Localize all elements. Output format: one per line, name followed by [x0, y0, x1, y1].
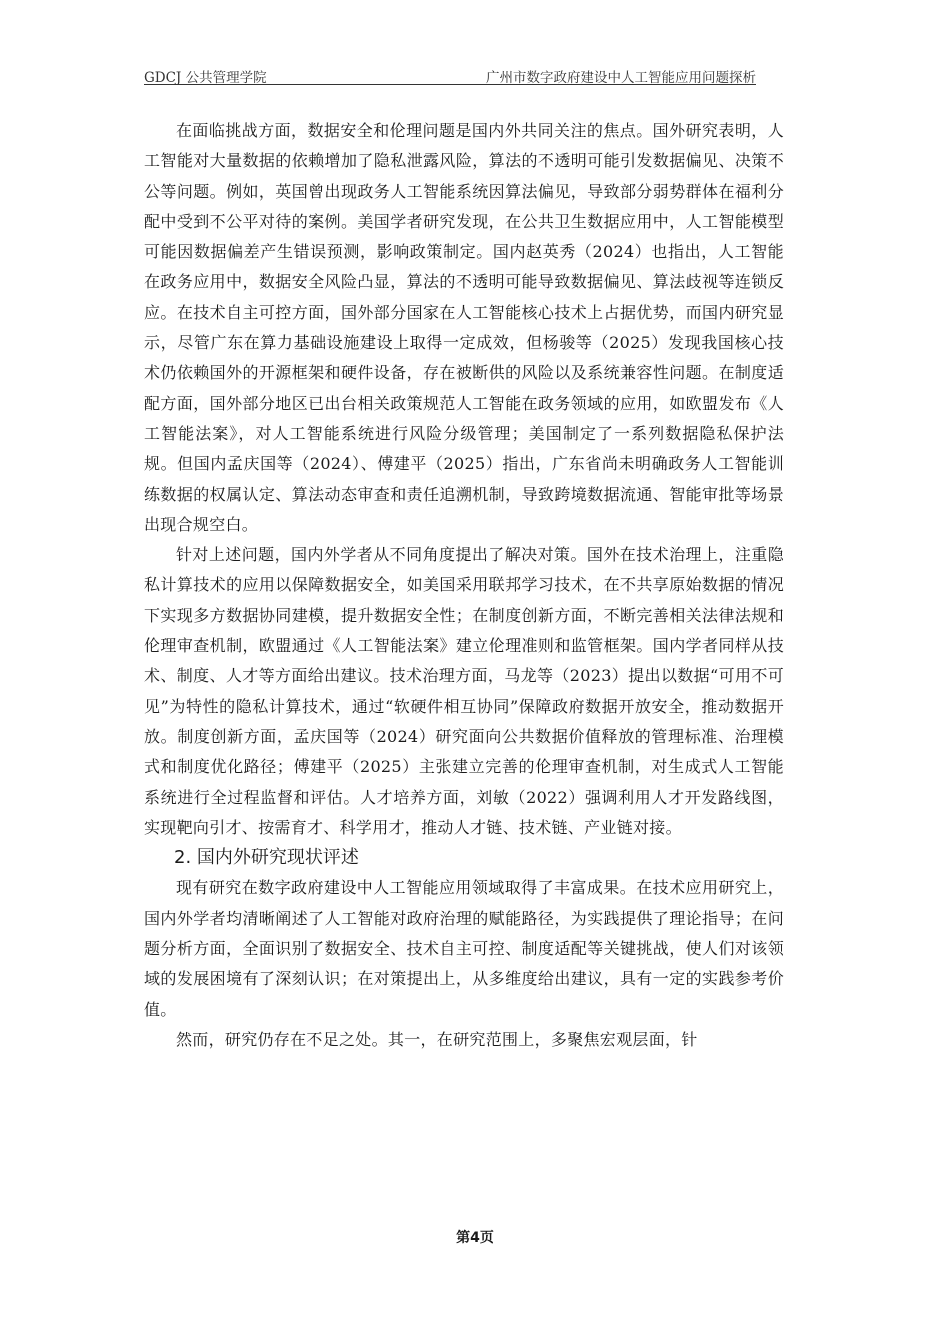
- header-institution: GDCJ 公共管理学院: [144, 70, 267, 86]
- running-header: [144, 66, 756, 85]
- header-paper-title: 广州市数字政府建设中人工智能应用问题探析: [486, 70, 756, 86]
- body-paragraph: 现有研究在数字政府建设中人工智能应用领域取得了丰富成果。在技术应用研究上，国内外学者均清晰阐述了人工智能对政府治理的赋能路径，为实践提供了理论指导；在问题分析方面，全面识别了数据安全、技术自主可控、制度适配等关键挑战，使人们对该领域的发展困境有了深刻认识；在对策提出上，从多维度给出建议，具有一定的实践参考价值。: [144, 878, 784, 1019]
- body-paragraph: 然而，研究仍存在不足之处。其一，在研究范围上，多聚焦宏观层面，针: [176, 1029, 698, 1049]
- page-number: 第4页: [456, 1230, 494, 1246]
- body-paragraph: 针对上述问题，国内外学者从不同角度提出了解决对策。国外在技术治理上，注重隐私计算技术的应用以保障数据安全，如美国采用联邦学习技术，在不共享原始数据的情况下实现多方数据协同建模，提升数据安全性；在制度创新方面，不断完善相关法律法规和伦理审查机制，欧盟通过《人工智能法案》建立伦理准则和监管框架。国内学者同样从技术、制度、人才等方面给出建议。技术治理方面，马龙等（2023）提出以数据“可用不可见”为特性的隐私计算技术，通过“软硬件相互协同”保障政府数据开放安全，推动数据开放。制度创新方面，孟庆国等（2024）研究面向公共数据价值释放的管理标准、治理模式和制度优化路径；傅建平（2025）主张建立完善的伦理审查机制，对生成式人工智能系统进行全过程监督和评估。人才培养方面，刘敏（2022）强调利用人才开发路线图，实现靶向引才、按需育才、科学用才，推动人才链、技术链、产业链对接。: [144, 545, 784, 837]
- page-body: [144, 116, 784, 1055]
- body-paragraph: 在面临挑战方面，数据安全和伦理问题是国内外共同关注的焦点。国外研究表明，人工智能对大量数据的依赖增加了隐私泄露风险，算法的不透明可能引发数据偏见、决策不公等问题。例如，英国曾出现政务人工智能系统因算法偏见，导致部分弱势群体在福利分配中受到不公平对待的案例。美国学者研究发现，在公共卫生数据应用中，人工智能模型可能因数据偏差产生错误预测，影响政策制定。国内赵英秀（2024）也指出，人工智能在政务应用中，数据安全风险凸显，算法的不透明可能导致数据偏见、算法歧视等连锁反应。在技术自主可控方面，国外部分国家在人工智能核心技术上占据优势，而国内研究显示，尽管广东在算力基础设施建设上取得一定成效，但杨骏等（2025）发现我国核心技术仍依赖国外的开源框架和硬件设备，存在被断供的风险以及系统兼容性问题。在制度适配方面，国外部分地区已出台相关政策规范人工智能在政务领域的应用，如欧盟发布《人工智能法案》，对人工智能系统进行风险分级管理；美国制定了一系列数据隐私保护法规。但国内孟庆国等（2024）、傅建平（2025）指出，广东省尚未明确政务人工智能训练数据的权属认定、算法动态审查和责任追溯机制，导致跨境数据流通、智能审批等场景出现合规空白。: [144, 121, 784, 534]
- section-heading: 2. 国内外研究现状评述: [174, 847, 359, 869]
